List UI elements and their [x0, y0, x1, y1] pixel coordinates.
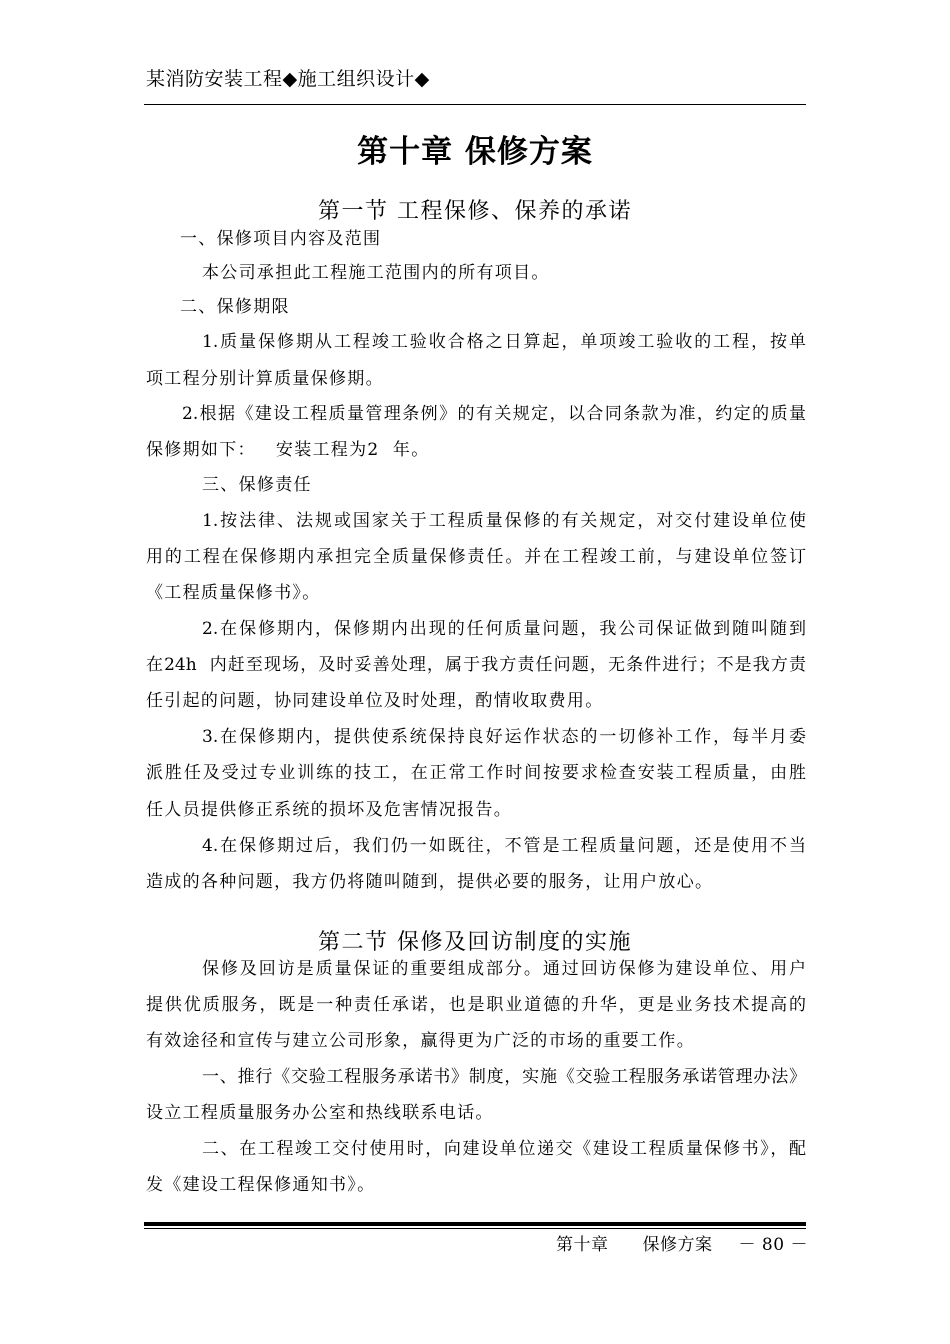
- running-footer: [556, 1230, 808, 1255]
- s1-para-1-line-2: 项工程分别计算质量保修期。: [146, 369, 384, 389]
- s1-para-3-line-2: 用的工程在保修期内承担完全质量保修责任。并在工程竣工前，与建设单位签订: [146, 547, 806, 567]
- footer-chapter: 第十章: [556, 1235, 609, 1255]
- footer-rule-thick: [144, 1222, 806, 1226]
- s1-para-4-line-3: 任引起的问题，协同建设单位及时处理，酌情收取费用。: [146, 691, 604, 711]
- s2-para-2-line-2: 设立工程质量服务办公室和热线联系电话。: [146, 1103, 494, 1123]
- running-header: 某消防安装工程◆施工组织设计◆: [146, 68, 430, 90]
- s2-para-1-line-1: 保修及回访是质量保证的重要组成部分。通过回访保修为建设单位、用户: [202, 959, 806, 979]
- s1-para-4-line-2: 在24h 内赶至现场，及时妥善处理，属于我方责任问题，无条件进行；不是我方责: [146, 655, 806, 675]
- s1-para-5-line-3: 任人员提供修正系统的损坏及危害情况报告。: [146, 800, 512, 820]
- s1-heading-period: 二、保修期限: [180, 297, 290, 317]
- s1-para-3-line-3: 《工程质量保修书》。: [146, 583, 321, 603]
- section-2-title: 第二节 保修及回访制度的实施: [318, 930, 632, 955]
- section-1-title: 第一节 工程保修、保养的承诺: [318, 199, 632, 224]
- s2-para-1-line-2: 提供优质服务，既是一种责任承诺，也是职业道德的升华，更是业务技术提高的: [146, 995, 806, 1015]
- s1-para-2-line-1: 2.根据《建设工程质量管理条例》的有关规定，以合同条款为准，约定的质量: [182, 404, 806, 424]
- s1-para-6-line-1: 4.在保修期过后，我们仍一如既往，不管是工程质量问题，还是使用不当: [202, 836, 806, 856]
- s1-para-6-line-2: 造成的各种问题，我方仍将随叫随到，提供必要的服务，让用户放心。: [146, 872, 714, 892]
- s2-para-3-line-2: 发《建设工程保修通知书》。: [146, 1175, 376, 1195]
- s2-para-3-line-1: 二、在工程竣工交付使用时，向建设单位递交《建设工程质量保修书》，配: [202, 1139, 806, 1159]
- s1-heading-responsibility: 三、保修责任: [202, 475, 312, 495]
- s1-para-3-line-1: 1.按法律、法规或国家关于工程质量保修的有关规定，对交付建设单位使: [202, 511, 806, 531]
- s2-para-2-line-1: 一、推行《交验工程服务承诺书》制度，实施《交验工程服务承诺管理办法》: [202, 1067, 806, 1087]
- header-rule: [144, 104, 806, 105]
- s1-para-5-line-1: 3.在保修期内，提供使系统保持良好运作状态的一切修补工作，每半月委: [202, 727, 806, 747]
- s1-para-4-line-1: 2.在保修期内，保修期内出现的任何质量问题，我公司保证做到随叫随到: [202, 619, 806, 639]
- chapter-title: 第十章 保修方案: [357, 134, 593, 170]
- page-number: － 80 －: [738, 1235, 808, 1255]
- s1-para-1-line-1: 1.质量保修期从工程竣工验收合格之日算起，单项竣工验收的工程，按单: [202, 332, 806, 352]
- s1-para-5-line-2: 派胜任及受过专业训练的技工，在正常工作时间按要求检查安装工程质量，由胜: [146, 763, 806, 783]
- s1-heading-scope: 一、保修项目内容及范围: [180, 229, 382, 249]
- s2-para-1-line-3: 有效途径和宣传与建立公司形象，赢得更为广泛的市场的重要工作。: [146, 1031, 695, 1051]
- footer-title: 保修方案: [642, 1235, 713, 1255]
- s1-para-2-line-2: 保修期如下： 安装工程为2 年。: [146, 440, 430, 460]
- footer-rule-thin: [144, 1228, 806, 1229]
- s1-para-scope: 本公司承担此工程施工范围内的所有项目。: [202, 263, 550, 283]
